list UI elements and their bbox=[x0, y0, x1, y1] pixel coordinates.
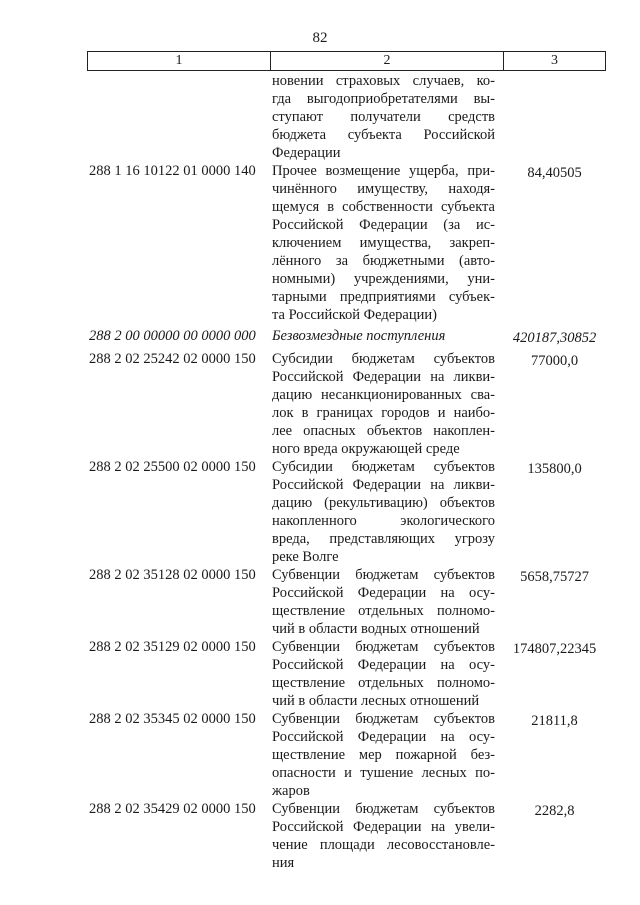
description-line: Субвенции бюджетам субъектов bbox=[272, 801, 495, 817]
amount: 5658,75727 bbox=[520, 569, 589, 585]
income-description bbox=[272, 350, 495, 458]
description-line: ступают получатели средств bbox=[272, 109, 495, 125]
amount: 77000,0 bbox=[530, 353, 579, 369]
amount bbox=[503, 72, 606, 74]
description-line: Российской Федерации на осу- bbox=[272, 657, 495, 673]
income-description bbox=[272, 566, 495, 638]
description-line: Федерации bbox=[272, 145, 341, 161]
budget-code: 288 2 02 35128 02 0000 150 bbox=[89, 567, 256, 583]
description-line: Российской Федерации на увели- bbox=[272, 819, 495, 835]
description-line: лок в границах городов и наибо- bbox=[272, 405, 495, 421]
amount: 21811,8 bbox=[531, 713, 578, 729]
amount: 420187,30852 bbox=[512, 330, 597, 346]
table-row bbox=[87, 566, 606, 638]
table-row bbox=[87, 458, 606, 566]
description-line: Субвенции бюджетам субъектов bbox=[272, 711, 495, 727]
description-line: Российской Федерации на осу- bbox=[272, 729, 495, 745]
description-line: Субсидии бюджетам субъектов bbox=[272, 351, 495, 367]
table-row bbox=[87, 327, 606, 347]
description-line: вреда, представляющих угрозу bbox=[272, 531, 495, 547]
description-line: чий в области лесных отношений bbox=[272, 693, 480, 709]
income-description bbox=[272, 162, 495, 324]
budget-code: 288 2 00 00000 00 0000 000 bbox=[89, 328, 256, 344]
income-description bbox=[272, 327, 495, 345]
table-row bbox=[87, 72, 606, 162]
description-line: бюджета субъекта Российской bbox=[272, 127, 495, 143]
page-number: 82 bbox=[312, 30, 328, 46]
budget-code: 288 2 02 35129 02 0000 150 bbox=[89, 639, 256, 655]
description-line: ключением имущества, закреп- bbox=[272, 235, 495, 251]
description-line: гда выгодоприобретателями вы- bbox=[272, 91, 495, 107]
amount: 174807,22345 bbox=[512, 641, 597, 657]
description-line: накопленного экологического bbox=[272, 513, 495, 529]
description-line: Российской Федерации на ликви- bbox=[272, 369, 495, 385]
description-line: Российской Федерации (за ис- bbox=[272, 217, 495, 233]
description-line: Субвенции бюджетам субъектов bbox=[272, 567, 495, 583]
description-line: лее опасных объектов накоплен- bbox=[272, 423, 495, 439]
description-line: ществление отдельных полномо- bbox=[272, 675, 495, 691]
budget-code: 288 2 02 25242 02 0000 150 bbox=[89, 351, 256, 367]
description-line: номными) учреждениями, уни- bbox=[272, 271, 495, 287]
table-body bbox=[87, 72, 606, 872]
budget-code: 288 2 02 35429 02 0000 150 bbox=[89, 801, 256, 817]
description-line: чение площади лесовосстановле- bbox=[272, 837, 495, 853]
description-line: ного вреда окружающей среде bbox=[272, 441, 460, 457]
description-line: Прочее возмещение ущерба, при- bbox=[272, 163, 495, 179]
description-line: Безвозмездные поступления bbox=[272, 328, 446, 344]
budget-code: 288 2 02 25500 02 0000 150 bbox=[89, 459, 256, 475]
header-col-2: 2 bbox=[271, 52, 504, 70]
description-line: лённого за бюджетными (авто- bbox=[272, 253, 495, 269]
income-description bbox=[272, 800, 495, 872]
table-row bbox=[87, 162, 606, 324]
amount: 2282,8 bbox=[534, 803, 575, 819]
description-line: тарными предприятиями субъек- bbox=[272, 289, 495, 305]
description-line: ния bbox=[272, 855, 295, 871]
description-line: опасности и тушение лесных по- bbox=[272, 765, 495, 781]
income-description bbox=[272, 710, 495, 800]
description-line: новении страховых случаев, ко- bbox=[272, 73, 495, 89]
description-line: ществление отдельных полномо- bbox=[272, 603, 495, 619]
table-row bbox=[87, 800, 606, 872]
description-line: чинённого имуществу, находя- bbox=[272, 181, 495, 197]
description-line: реке Волге bbox=[272, 549, 339, 565]
description-line: Субсидии бюджетам субъектов bbox=[272, 459, 495, 475]
description-line: дацию несанкционированных сва- bbox=[272, 387, 495, 403]
income-description bbox=[272, 638, 495, 710]
table-row bbox=[87, 350, 606, 458]
description-line: Российской Федерации на осу- bbox=[272, 585, 495, 601]
amount: 135800,0 bbox=[527, 461, 582, 477]
budget-code: 288 2 02 35345 02 0000 150 bbox=[89, 711, 256, 727]
table-header bbox=[87, 51, 606, 71]
description-line: дацию (рекультивацию) объектов bbox=[272, 495, 495, 511]
header-col-3: 3 bbox=[551, 53, 558, 68]
table-row bbox=[87, 638, 606, 710]
description-line: Российской Федерации на ликви- bbox=[272, 477, 495, 493]
description-line: ществление мер пожарной без- bbox=[272, 747, 495, 763]
description-line: та Российской Федерации) bbox=[272, 307, 437, 323]
description-line: чий в области водных отношений bbox=[272, 621, 480, 637]
income-description bbox=[272, 458, 495, 566]
amount: 84,40505 bbox=[527, 165, 582, 181]
description-line: Субвенции бюджетам субъектов bbox=[272, 639, 495, 655]
description-line: жаров bbox=[272, 783, 310, 799]
header-col-1: 1 bbox=[88, 52, 271, 70]
budget-code: 288 1 16 10122 01 0000 140 bbox=[89, 163, 256, 179]
income-description bbox=[272, 72, 495, 162]
table-row bbox=[87, 710, 606, 800]
description-line: щемуся в собственности субъекта bbox=[272, 199, 495, 215]
